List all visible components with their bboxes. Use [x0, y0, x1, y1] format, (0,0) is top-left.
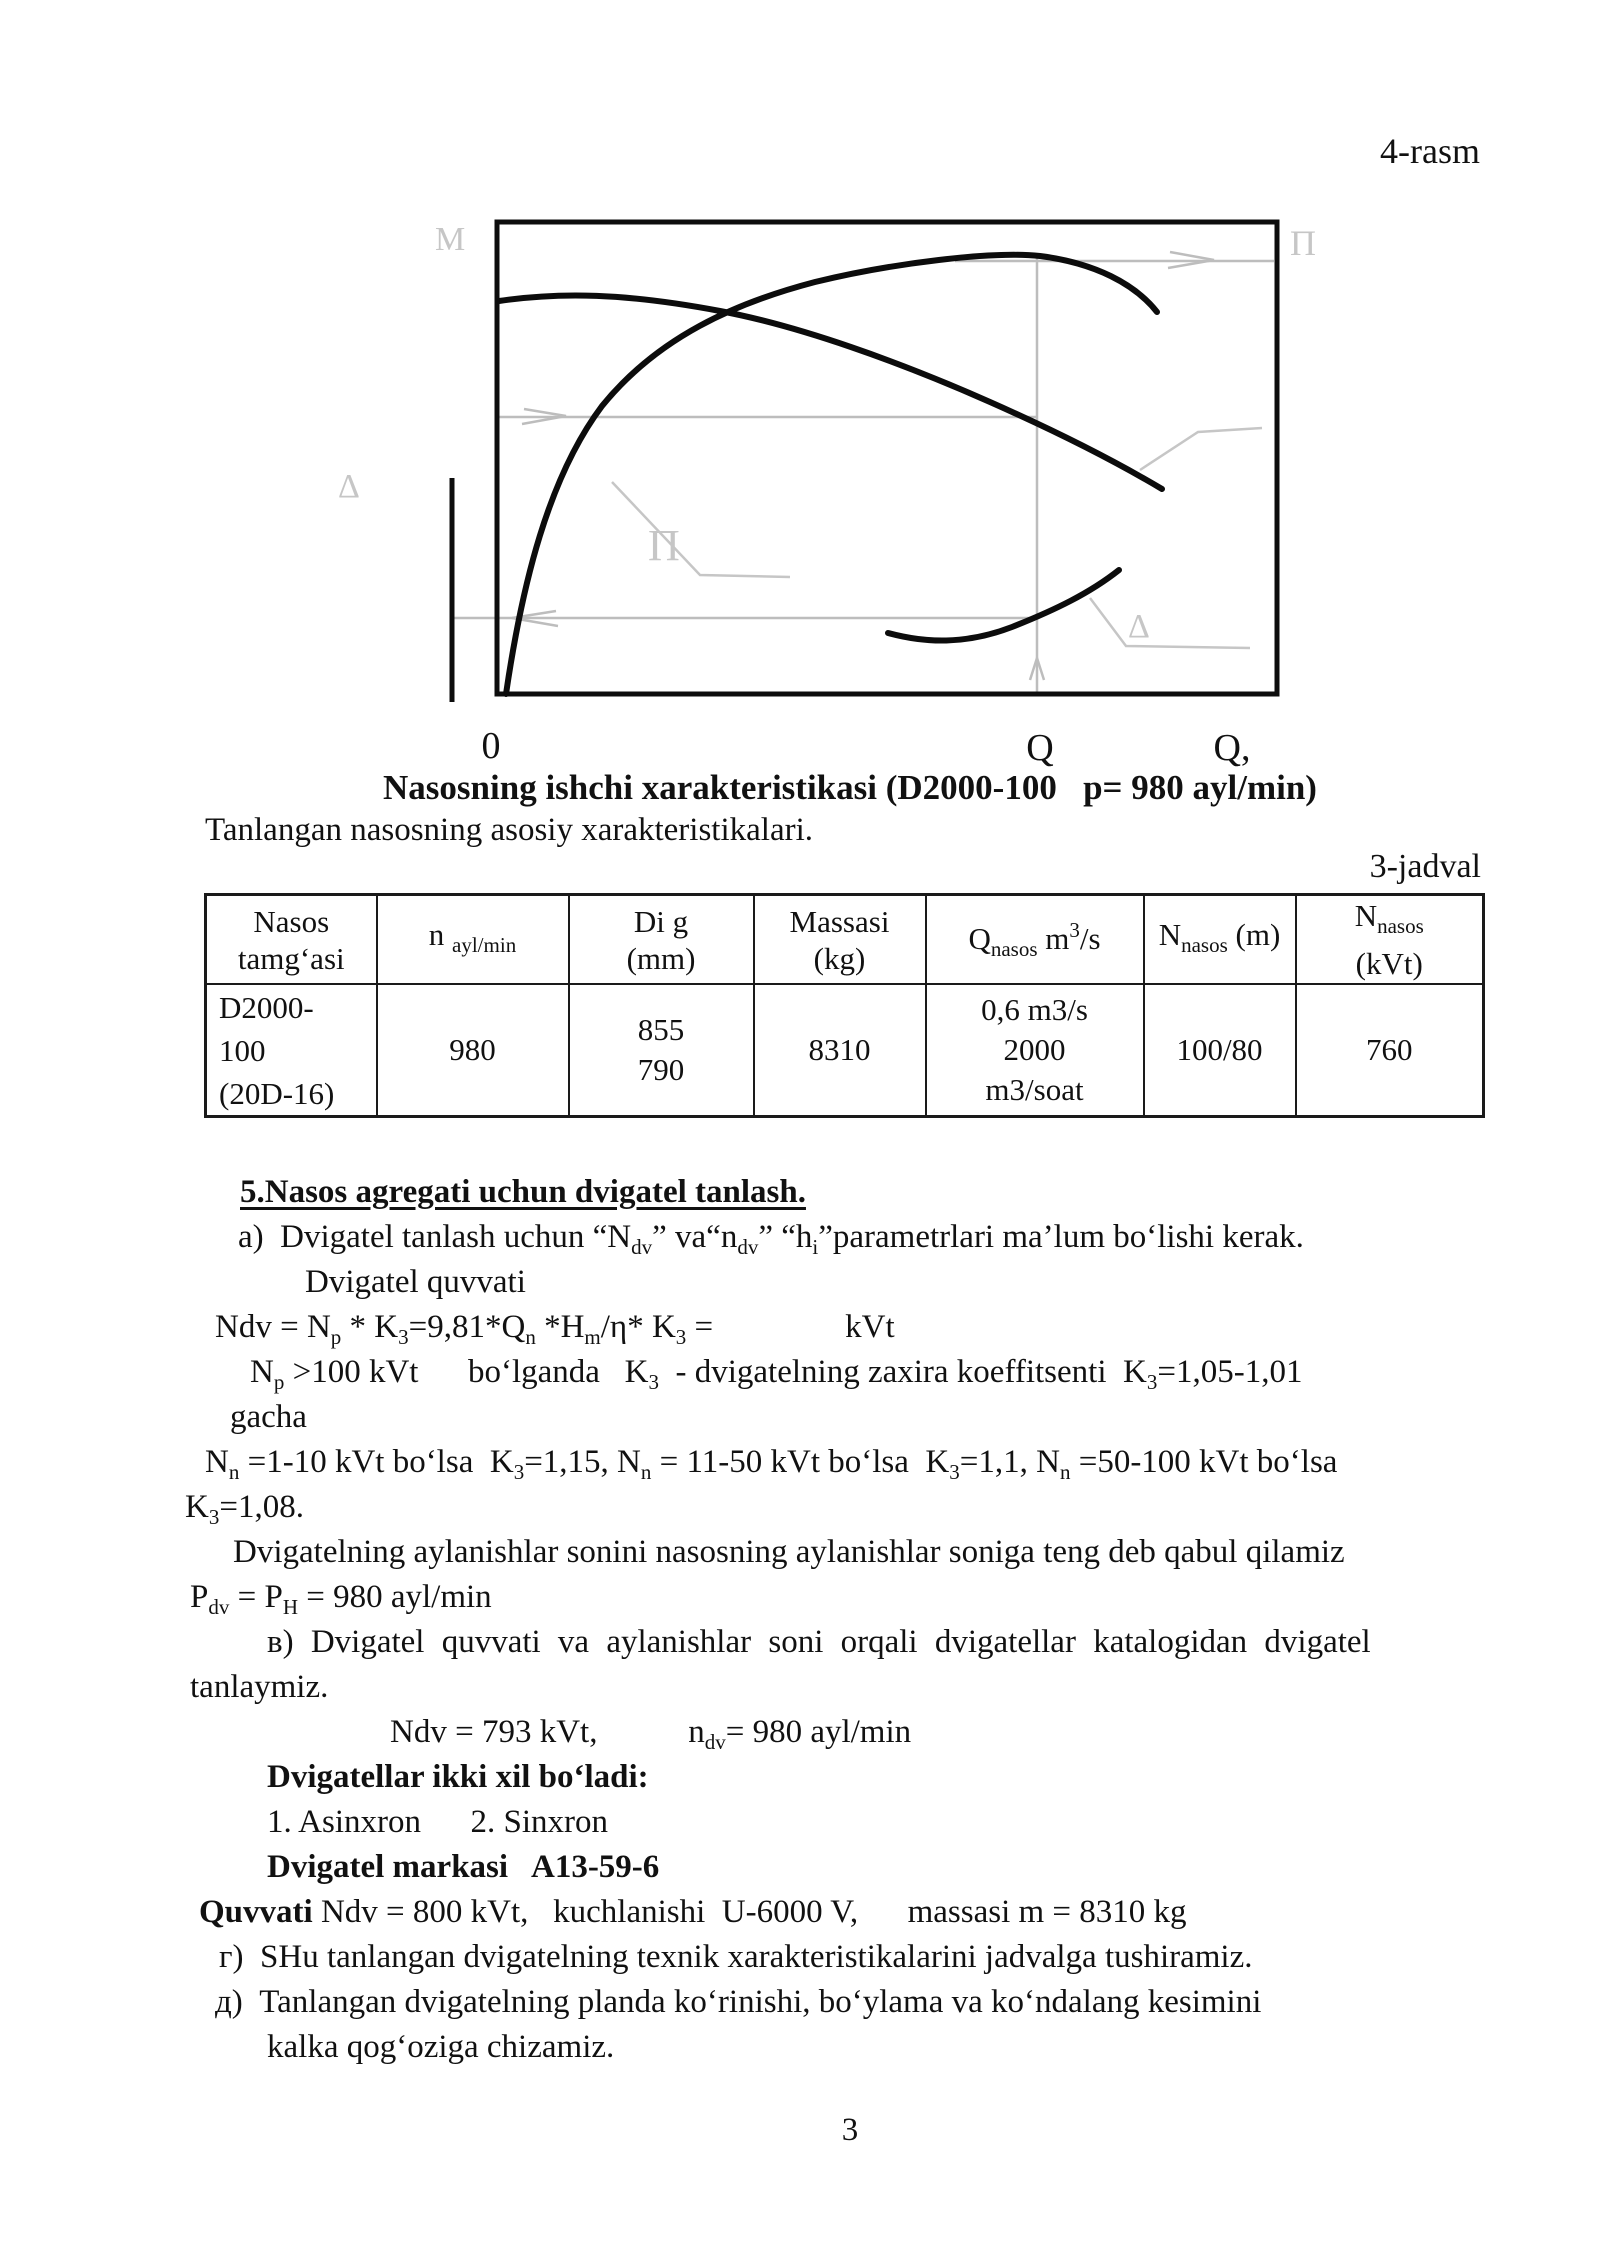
text-line: gacha — [230, 1399, 307, 1435]
callout-scribbles — [612, 428, 1262, 648]
text-line: 1. Asinxron 2. Sinxron — [267, 1804, 609, 1840]
text-line: г) SHu tanlangan dvigatelning texnik xarakteristikalarini jadvalga tushiramiz. — [219, 1939, 1253, 1975]
cell-n-aylmin: 980 — [377, 984, 569, 1117]
text-line: $K_3=1,08$. — [185, 1489, 304, 1529]
text-line: a) Dvigatel tanlash uchun “$N_{dv}$” $va“n_{dv}$” “$h_i”parametrlari$ ma’lum bo‘lishi kerak. — [238, 1219, 1304, 1259]
text-line: kalka qog‘oziga chizamiz. — [267, 2029, 615, 2065]
delta-curve-label: Δ — [1128, 608, 1150, 645]
cell-q-nasos: 0,6 m3/s 2000 m3/soat — [926, 984, 1144, 1117]
header-di-g: Di g (mm) — [569, 895, 754, 985]
table-data-row — [206, 984, 1484, 1117]
cell-nasos-tamgasi: D2000- 100 (20D-16) — [206, 984, 377, 1117]
head-curve — [499, 295, 1162, 489]
header-q-nasos: $Q_{nasos}$ $m^3/s$ — [926, 895, 1144, 985]
cell-massasi: 8310 — [754, 984, 926, 1117]
text-line: Dvigatel quvvati — [305, 1264, 526, 1300]
faint-labels — [338, 221, 1316, 645]
figure-caption: Nasosning ishchi xarakteristikasi (D2000-100 p= 980 ayl/min) — [383, 768, 1317, 807]
guide-lines — [452, 252, 1274, 692]
figure-tag: 4-rasm — [1380, 131, 1480, 171]
text-line: $N_p >100$ kVt bo‘lganda $K_3$ - dvigatelning zaxira koeffitsenti $K_3=1,05-1,01$ — [250, 1354, 1303, 1394]
text-line: Ndv = 793 kVt, $n_{dv}= 980$ ayl/min — [390, 1714, 912, 1754]
suction-curve — [888, 570, 1119, 641]
text-line: $P_{dv} = P_H = 980$ ayl/min — [190, 1579, 492, 1619]
axis-labels — [482, 725, 1251, 769]
pump-characteristic-figure — [338, 140, 1360, 780]
text-line: tanlaymiz. — [190, 1669, 329, 1705]
header-nasos-tamgasi: Nasos tamgʻasi — [206, 895, 377, 985]
text-line: Dvigatellar ikki xil bo‘ladi: — [267, 1759, 649, 1795]
text-line: в) Dvigatel quvvati va aylanishlar soni orqali dvigatellar katalogidan dvigatel — [267, 1624, 1371, 1660]
header-n-aylmin: n $_{ayl/min}$ — [377, 895, 569, 985]
table-tag: 3-jadval — [1369, 848, 1481, 885]
text-line: $N_n =1-10$ kVt bo‘lsa $K_3=1,15$, $N_n = 11-50$ kVt bo‘lsa $K_3=1,1$, $N_n =50-100$ kVt bo‘lsa — [205, 1444, 1338, 1484]
x-zero-label: 0 — [481, 725, 501, 767]
header-n-nasos-kvt: $N_{nasos}$ (kVt) — [1296, 895, 1484, 985]
text-line: Dvigatel markasi A13-59-6 — [267, 1849, 660, 1885]
intro-line: Tanlangan nasosning asosiy xarakteristikalari. — [205, 812, 814, 848]
header-n-nasos-m: $N_{nasos}$ (m) — [1144, 895, 1296, 985]
cell-n-nasos-m: 100/80 — [1144, 984, 1296, 1117]
page-number: 3 — [841, 2112, 859, 2148]
text-line: д) Tanlangan dvigatelning planda ko‘rinishi, bo‘ylama va ko‘ndalang kesimini — [215, 1984, 1262, 2020]
text-line: Dvigatelning aylanishlar sonini nasosning aylanishlar soniga teng deb qabul qilamiz — [233, 1534, 1345, 1570]
cell-di-g: 855 790 — [569, 984, 754, 1117]
eta-top-label: П — [1290, 223, 1316, 263]
text-line: 5.Nasos agregati uchun dvigatel tanlash. — [240, 1174, 806, 1210]
cell-n-nasos-kvt: 760 — [1296, 984, 1484, 1117]
table-header-row — [206, 895, 1484, 985]
x-q2-label: Q, — [1213, 727, 1251, 769]
text-line: Quvvati Ndv = 800 kVt, kuchlanishi U-6000 V, massasi m = 8310 kg — [199, 1894, 1187, 1930]
m-axis-label: M — [435, 221, 466, 258]
x-q-label: Q — [1026, 727, 1054, 769]
delta-left-label: Δ — [338, 468, 360, 505]
eta-curve-label: П — [648, 521, 680, 570]
text-line: Ndv = $N_p * K_3=9,81*Q_n$ $*H_m/\eta*$ $K_3$ = kVt — [215, 1309, 895, 1349]
header-massasi: Massasi (kg) — [754, 895, 926, 985]
efficiency-curve — [506, 255, 1157, 694]
pump-table — [204, 893, 1485, 1118]
